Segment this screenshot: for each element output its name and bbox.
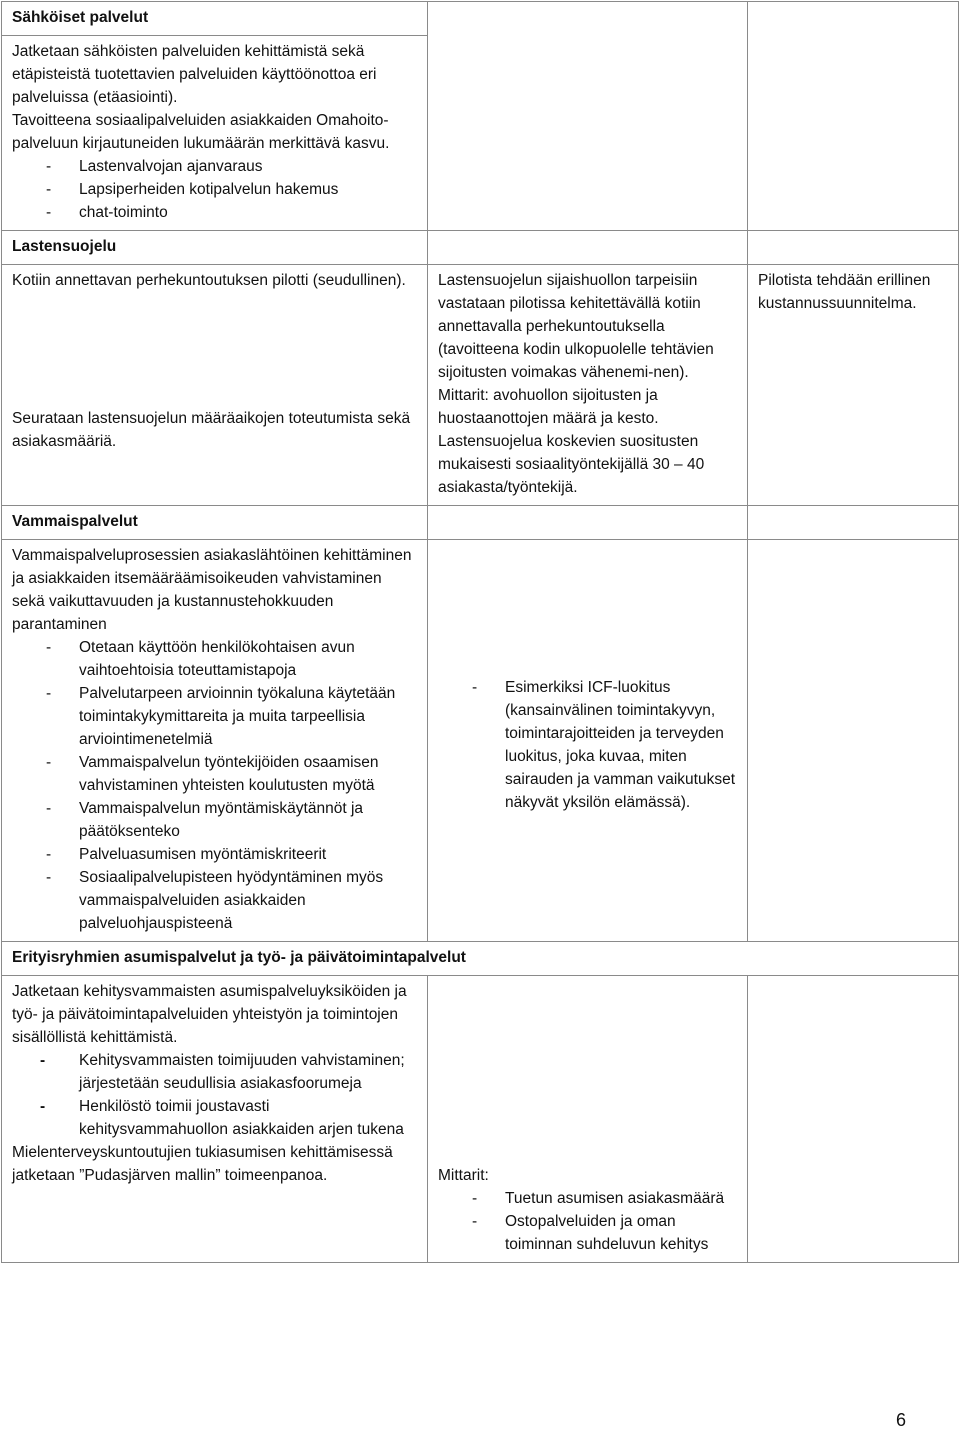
lastensuojelu-right-paragraph: Pilotista tehdään erillinen kustannussuunnitelma. xyxy=(758,272,931,312)
heading-lastensuojelu: Lastensuojelu xyxy=(2,231,428,265)
list-item: - Ostopalveluiden ja oman toiminnan suhdeluvun kehitys xyxy=(438,1210,737,1256)
row-vammais-heading xyxy=(2,506,959,540)
cell-vammais-left xyxy=(2,540,428,942)
sahkoiset-paragraph-2: Tavoitteena sosiaalipalveluiden asiakkaiden Omahoito-palveluun kirjautuneiden lukumäärän merkittävä kasvu. xyxy=(12,112,390,152)
cell-lastensuojelu-mid xyxy=(428,265,748,506)
list-item: - Tuetun asumisen asiakasmäärä xyxy=(438,1187,737,1210)
cell-erityis-left xyxy=(2,976,428,1263)
cell-sahkoiset-right xyxy=(748,2,959,231)
list-item: - chat-toiminto xyxy=(12,201,417,224)
row-sahkoiset xyxy=(2,2,959,36)
cell-erityis-mid xyxy=(428,976,748,1263)
cell-vammais-heading-mid xyxy=(428,506,748,540)
list-item: - Palveluasumisen myöntämiskriteerit xyxy=(12,843,417,866)
heading-sahkoiset: Sähköiset palvelut xyxy=(2,2,428,36)
list-item: - Vammaispalvelun myöntämiskäytännöt ja päätöksenteko xyxy=(12,797,417,843)
sahkoiset-list xyxy=(12,155,417,224)
cell-sahkoiset-mid xyxy=(428,2,748,231)
list-item: - Vammaispalvelun työntekijöiden osaamisen vahvistaminen yhteisten koulutusten myötä xyxy=(12,751,417,797)
row-vammais-body xyxy=(2,540,959,942)
sahkoiset-paragraph-1: Jatketaan sähköisten palveluiden kehittämistä sekä etäpisteistä tuotettavien palveluiden käyttöönottoa eri palveluissa (etäasiointi). xyxy=(12,43,377,106)
list-item: - Kehitysvammaisten toimijuuden vahvistaminen; järjestetään seudullisia asiakasfoorumeja xyxy=(12,1049,417,1095)
cell-lastensuojelu-heading-right xyxy=(748,231,959,265)
erityis-mid-label: Mittarit: xyxy=(438,1167,489,1184)
cell-vammais-right xyxy=(748,540,959,942)
list-item: - Lastenvalvojan ajanvaraus xyxy=(12,155,417,178)
row-erityis-heading xyxy=(2,942,959,976)
vammais-list xyxy=(12,636,417,935)
list-item: - Otetaan käyttöön henkilökohtaisen avun vaihtoehtoisia toteuttamistapoja xyxy=(12,636,417,682)
row-lastensuojelu-body xyxy=(2,265,959,506)
lastensuojelu-left-paragraph-2: Seurataan lastensuojelun määräaikojen toteutumista sekä asiakasmääriä. xyxy=(12,410,411,450)
cell-erityis-right xyxy=(748,976,959,1263)
cell-sahkoiset-body xyxy=(2,36,428,231)
row-erityis-body xyxy=(2,976,959,1263)
erityis-intro: Jatketaan kehitysvammaisten asumispalveluyksiköiden ja työ- ja päivätoimintapalveluiden yhteistyön ja toimintojen sisällöllistä kehittämistä. xyxy=(12,983,407,1046)
list-item: - Sosiaalipalvelupisteen hyödyntäminen myös vammaispalveluiden asiakkaiden palveluohjauspisteenä xyxy=(12,866,417,935)
lastensuojelu-mid-paragraph-2: Lastensuojelua koskevien suositusten mukaisesti sosiaalityöntekijällä 30 – 40 asiakasta/työntekijä. xyxy=(438,433,705,496)
lastensuojelu-mid-paragraph-1: Lastensuojelun sijaishuollon tarpeisiin vastataan pilotissa kehitettävällä kotiin annettavalla perhekuntoutuksella (tavoitteena kodin ulkopuolelle tehtävien sijoitusten voimakas vähenemi-nen). Mittarit: avohuollon sijoitusten ja huostaanottojen määrä ja kesto. xyxy=(438,272,714,427)
vammais-mid-list xyxy=(438,676,737,814)
document-table xyxy=(1,1,959,1263)
heading-vammais: Vammaispalvelut xyxy=(2,506,428,540)
erityis-list xyxy=(12,1049,417,1141)
list-item: - Palvelutarpeen arvioinnin työkaluna käytetään toimintakykymittareita ja muita tarpeellisia arviointimenetelmiä xyxy=(12,682,417,751)
row-lastensuojelu-heading xyxy=(2,231,959,265)
heading-erityis: Erityisryhmien asumispalvelut ja työ- ja päivätoimintapalvelut xyxy=(2,942,959,976)
cell-lastensuojelu-right xyxy=(748,265,959,506)
cell-vammais-heading-right xyxy=(748,506,959,540)
cell-vammais-mid xyxy=(428,540,748,942)
list-item: - Lapsiperheiden kotipalvelun hakemus xyxy=(12,178,417,201)
page-number: 6 xyxy=(895,1410,906,1430)
lastensuojelu-left-paragraph-1: Kotiin annettavan perhekuntoutuksen pilotti (seudullinen). xyxy=(12,272,406,289)
erityis-mid-list xyxy=(438,1187,737,1256)
erityis-outro: Mielenterveyskuntoutujien tukiasumisen kehittämisessä jatketaan ”Pudasjärven mallin” toimeenpanoa. xyxy=(12,1144,393,1184)
cell-lastensuojelu-heading-mid xyxy=(428,231,748,265)
list-item: - Esimerkiksi ICF-luokitus (kansainvälinen toimintakyvyn, toimintarajoitteiden ja terveyden luokitus, joka kuvaa, miten sairauden ja vamman vaikutukset näkyvät yksilön elämässä). xyxy=(438,676,737,814)
cell-lastensuojelu-left xyxy=(2,265,428,506)
list-item: - Henkilöstö toimii joustavasti kehitysvammahuollon asiakkaiden arjen tukena xyxy=(12,1095,417,1141)
vammais-intro: Vammaispalveluprosessien asiakaslähtöinen kehittäminen ja asiakkaiden itsemääräämisoikeuden vahvistaminen sekä vaikuttavuuden ja kustannustehokkuuden parantaminen xyxy=(12,547,412,633)
